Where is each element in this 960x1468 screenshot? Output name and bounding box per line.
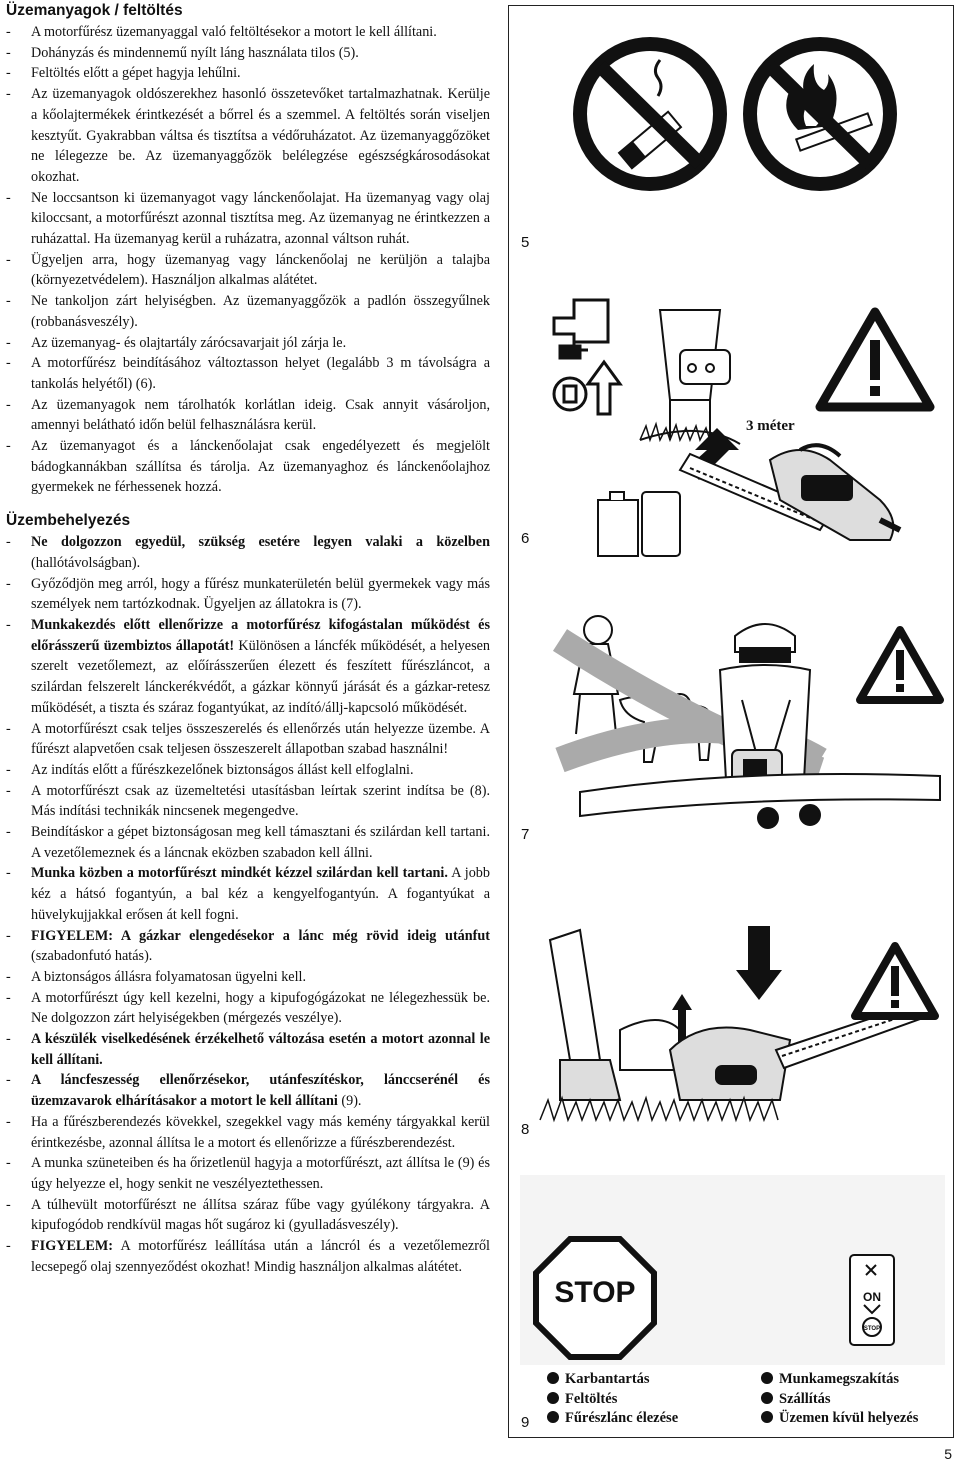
list-item: - Győződjön meg arról, hogy a fűrész munkaterületén belül gyermekek vagy más személyek nem tartózkodnak. Ügyeljen az állatokra is (7). <box>6 574 490 615</box>
list-item: - Ne loccsantson ki üzemanyagot vagy lánckenőolajat. Ha üzemanyag vagy olaj kiloccsant, a motorfűrészt azonnal tisztítsa meg. Az üzemanyag ne érintkezzen a ruházattal. Ha üzemanyag kerül a ruházatra, azonnal váltson ruhát. <box>6 188 490 250</box>
list-item: - Ha a fűrészberendezés kövekkel, szegekkel vagy más kemény tárgyakkal kerül érintkezésbe, azonnal állítsa le a motort és ellenőrizze a fűrészberendezést. <box>6 1112 490 1153</box>
log-illustration <box>580 774 940 828</box>
bullet-icon <box>547 1411 559 1423</box>
legend-item: Üzemen kívül helyezés <box>761 1409 918 1429</box>
on-stop-switch-icon <box>850 1255 894 1345</box>
warning-triangle-icon <box>860 630 940 700</box>
list-item: - A motorfűrészt csak teljes összeszerelés és ellenőrzés után helyezze üzembe. A fűrészt alapvetően csak teljesen összeszerelt állapotban szabad használni! <box>6 719 490 760</box>
figure-8-starting-position <box>520 900 945 1140</box>
list-item: - Ügyeljen arra, hogy üzemanyag vagy lánckenőolaj ne kerüljön a talajba (környezetvédelem). Használjon alkalmas alátétet. <box>6 250 490 291</box>
list-item: - Az üzemanyagok oldószerekhez hasonló összetevőket tartalmazhatnak. Kerülje a kőolajtermékek érintkezését a bőrrel és a szemmel. A feltöltés során viseljen kesztyűt. Gyakrabban váltsa és tisztítsa a védőruházatot. Az üzemanyaggőzöket ne lélegezze be. Az üzemanyaggőzök belélegzése egészségkárosodásokat okozhat. <box>6 84 490 188</box>
section-title-fuel: Üzemanyagok / feltöltés <box>6 2 183 19</box>
person-refueling-illustration <box>640 310 740 444</box>
panel-number-6: 6 <box>521 530 530 547</box>
stop-sign-icon <box>536 1239 654 1357</box>
list-item: - Munkakezdés előtt ellenőrizze a motorfűrész kifogástalan működést és előrásszerű üzembiztos állapotát! Különösen a láncfék működését, a helyesen szerelt vezetőlemezt, az előírásszerűen élezett és feszített fűrészláncot, a szilárdan felszerelt lánckerékvédőt, a gázkar könnyű járását és a gázkar-retesz működését, a tiszta és száraz fogantyúkat, az indító/állj-kapcsoló működését. <box>6 615 490 719</box>
legend-left <box>547 1370 678 1429</box>
refuel-pump-icon <box>554 300 620 414</box>
list-item: - A készülék viselkedésének érzékelhető változása esetén a motort azonnal le kell állítani. <box>6 1029 490 1070</box>
svg-text:STOP: STOP <box>554 1276 636 1309</box>
list-item: - A túlhevült motorfűrészt ne állítsa száraz fűbe vagy gyúlékony tárgyakra. A kipufogódob rendkívül magas hőt sugároz ki (gyulladásveszély). <box>6 1195 490 1236</box>
list-item: - Beindításkor a gépet biztonságosan meg kell támasztani és szilárdan kell tartani. A vezetőlemeznek és a láncnak eközben szabadon kell állni. <box>6 822 490 863</box>
list-item: - A motorfűrészt csak az üzemeltetési utasításban leírtak szerint indítsa be (8). Más indítási technikák nincsenek megengedve. <box>6 781 490 822</box>
section-title-startup: Üzembehelyezés <box>6 512 131 530</box>
list-item: - A láncfeszesség ellenőrzésekor, utánfeszítéskor, lánccserénél és üzemzavarok elhárításakor a motort le kell állítani (9). <box>6 1070 490 1111</box>
figure-6-refuel-distance <box>540 290 945 560</box>
figure-5-prohibition-signs <box>570 30 900 200</box>
figure-9-stop-engine <box>520 1175 945 1365</box>
distance-label: 3 méter <box>746 418 795 434</box>
legend-item: Szállítás <box>761 1390 918 1410</box>
bullet-icon <box>761 1372 773 1384</box>
bullet-icon <box>547 1392 559 1404</box>
grass-icon <box>540 1098 778 1120</box>
list-item: - Az indítás előtt a fűrészkezelőnek biztonságos állást kell elfoglalni. <box>6 760 490 781</box>
list-item: - A biztonságos állásra folyamatosan ügyelni kell. <box>6 967 490 988</box>
no-open-flame-icon <box>750 44 890 184</box>
svg-text:STOP: STOP <box>863 1326 881 1332</box>
list-item: - Ne tankoljon zárt helyiségben. Az üzemanyaggőzök a padlón összegyűlnek (robbanásveszély). <box>6 291 490 332</box>
list-item: - FIGYELEM: A gázkar elengedésekor a lánc még rövid ideig utánfut (szabadonfutó hatás). <box>6 926 490 967</box>
list-item: - Munka közben a motorfűrészt mindkét kézzel szilárdan kell tartani. A jobb kéz a hátsó fogantyún, a bal kéz a kengyelfogantyún. A fogantyúkat a hüvelykujjakkal erősen át kell fogni. <box>6 863 490 925</box>
legend-item: Fűrészlánc élezése <box>547 1409 678 1429</box>
page-number: 5 <box>944 1446 952 1462</box>
no-smoking-icon <box>580 44 720 184</box>
list-item: - FIGYELEM: A motorfűrész leállítása után a láncról és a vezetőlemezről lecsepegő olaj szennyeződést okozhat! Mindig használjon alkalmas alátétet. <box>6 1236 490 1277</box>
legend-item: Munkamegszakítás <box>761 1370 918 1390</box>
legend-item: Karbantartás <box>547 1370 678 1390</box>
figure-7-bystanders <box>520 600 945 835</box>
panel-number-7: 7 <box>521 826 530 843</box>
startup-list <box>6 532 490 1277</box>
text-column <box>6 0 490 1277</box>
list-item: - A motorfűrész beindításához változtasson helyet (legalább 3 m távolságra a tankolás helyétől) (6). <box>6 353 490 394</box>
list-item: - Az üzemanyagot és a lánckenőolajat csak engedélyezett és megjelölt bádogkannákban szállítsa és tárolja. Az üzemanyaghoz és lánckenőolajhoz gyermekek ne férhessenek hozzá. <box>6 436 490 498</box>
list-item: - Feltöltés előtt a gépet hagyja lehűlni. <box>6 63 490 84</box>
list-item: - Ne dolgozzon egyedül, szükség esetére legyen valaki a közelben (hallótávolságban). <box>6 532 490 573</box>
warning-triangle-icon <box>820 312 930 407</box>
fuel-list <box>6 22 490 498</box>
bullet-icon <box>761 1411 773 1423</box>
list-item: - Az üzemanyag- és olajtartály zárócsavarjait jól zárja le. <box>6 333 490 354</box>
list-item: - A munka szüneteiben és ha őrizetlenül hagyja a motorfűrészt, azt állítsa le (9) és úgy helyezze el, hogy senkit ne veszélyeztethessen. <box>6 1153 490 1194</box>
arrow-down-icon <box>736 926 782 1000</box>
legend-right <box>761 1370 918 1429</box>
legend-item: Feltöltés <box>547 1390 678 1410</box>
panel-number-5: 5 <box>521 234 530 251</box>
bullet-icon <box>761 1392 773 1404</box>
panel-number-9: 9 <box>521 1414 530 1431</box>
list-item: - Dohányzás és mindennemű nyílt láng használata tilos (5). <box>6 43 490 64</box>
fuel-can-icon <box>598 492 680 556</box>
warning-triangle-icon <box>855 946 935 1016</box>
list-item: - A motorfűrész üzemanyaggal való feltöltésekor a motort le kell állítani. <box>6 22 490 43</box>
panel-number-8: 8 <box>521 1121 530 1138</box>
worker-with-chainsaw-illustration <box>720 624 810 794</box>
list-item: - Az üzemanyagok nem tárolhatók korlátlan ideig. Csak annyit vásároljon, amennyi belátható időn belül felhasználásra kerül. <box>6 395 490 436</box>
list-item: - A motorfűrészt úgy kell kezelni, hogy a kipufogógázokat ne lélegezhessük be. Ne dolgozzon zárt helyiségekben (mérgezés veszélye). <box>6 988 490 1029</box>
legs-and-boot-illustration <box>550 930 680 1100</box>
svg-text:ON: ON <box>863 1290 881 1304</box>
bullet-icon <box>547 1372 559 1384</box>
